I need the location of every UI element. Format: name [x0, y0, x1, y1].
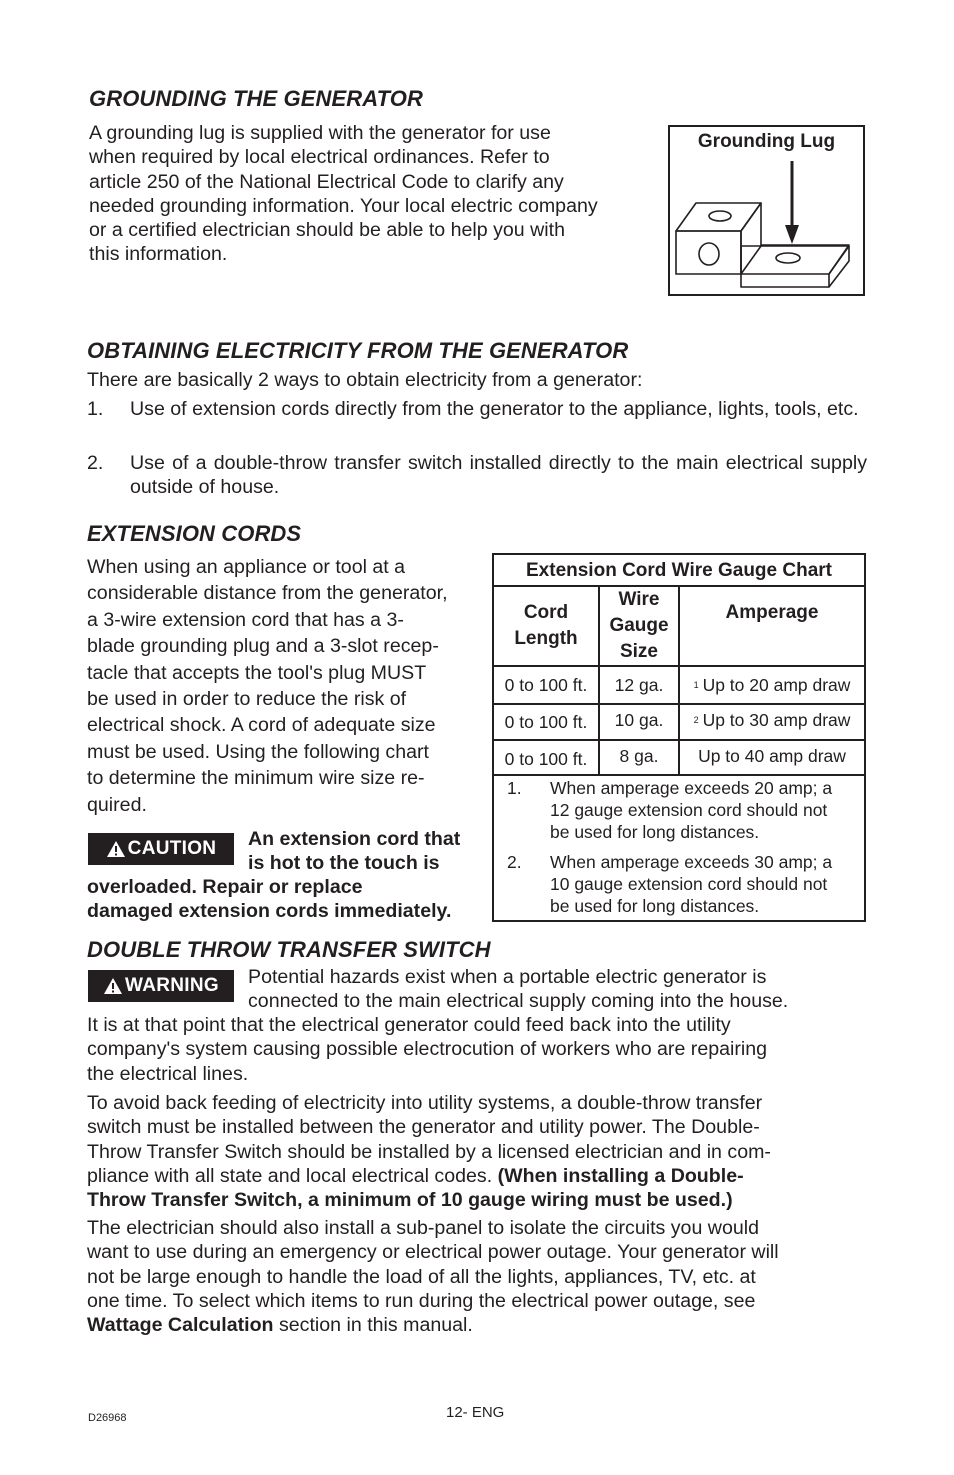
- text-line: article 250 of the National Electrical Code to clarify any: [89, 170, 564, 193]
- extension-paragraph: [87, 554, 487, 818]
- grounding-lug-icon: [670, 127, 863, 294]
- column-header-wire-gauge: [600, 587, 678, 665]
- text-span: pliance with all state and local electrical codes.: [87, 1164, 498, 1187]
- transfer-paragraph-2: [87, 1091, 877, 1212]
- grounding-paragraph: [89, 121, 659, 267]
- note-text: [550, 851, 866, 917]
- text-line: Potential hazards exist when a portable electric generator is: [248, 966, 767, 988]
- warning-triangle-icon: [103, 977, 123, 995]
- wire-gauge-chart: [492, 553, 866, 922]
- note-line: 12 gauge extension cord should not: [550, 800, 828, 820]
- bold-span: Wattage Calculation: [87, 1314, 274, 1337]
- text-line: not be large enough to handle the load of all the lights, appliances, TV, etc. at: [87, 1265, 756, 1288]
- text-line: a 3-wire extension cord that has a 3-: [87, 608, 404, 631]
- text-line: electrical shock. A cord of adequate size: [87, 714, 436, 737]
- text-line: switch must be installed between the generator and utility power. The Double-: [87, 1116, 760, 1139]
- text-line: considerable distance from the generator,: [87, 582, 448, 605]
- caution-label: CAUTION: [127, 838, 217, 859]
- text-line: or a certified electrician should be able to help you with: [89, 219, 565, 242]
- text-line: To avoid back feeding of electricity into utility systems, a double-throw transfer: [87, 1092, 763, 1114]
- text-line: Throw Transfer Switch should be installed by a licensed electrician and in com-: [87, 1140, 771, 1163]
- note-line: 10 gauge extension cord should not: [550, 874, 828, 894]
- column-header-amperage: Amperage: [725, 602, 819, 623]
- table-cell-gauge: 12 ga.: [614, 674, 664, 695]
- warning-triangle-icon: [106, 840, 126, 858]
- column-header-cord-length: [494, 587, 598, 665]
- text-line: to determine the minimum wire size re-: [87, 767, 425, 790]
- caution-text-line: is hot to the touch is: [248, 852, 440, 874]
- note-number: 2.: [507, 852, 522, 872]
- table-cell-amperage: 2 Up to 30 amp draw: [693, 709, 851, 730]
- text-line: Throw Transfer Switch, a minimum of 10 gauge wiring must be used.): [87, 1189, 733, 1212]
- table-cell-amperage: Up to 40 amp draw: [698, 745, 846, 766]
- text-line: when required by local electrical ordinances. Refer to: [89, 146, 550, 169]
- heading-extension-cords: EXTENSION CORDS: [87, 521, 302, 546]
- text-line: this information.: [89, 243, 228, 266]
- obtaining-intro: There are basically 2 ways to obtain electricity from a generator:: [87, 369, 643, 391]
- table-cell-gauge: 10 ga.: [614, 709, 664, 730]
- header-line: Cord: [523, 602, 569, 623]
- text-span: section in this manual.: [273, 1314, 473, 1337]
- text-line: [87, 1313, 877, 1337]
- bold-span: (When installing a Double-: [497, 1164, 744, 1187]
- text-line: one time. To select which items to run during the electrical power outage, see: [87, 1289, 756, 1312]
- heading-obtaining: OBTAINING ELECTRICITY FROM THE GENERATOR: [87, 338, 629, 363]
- grounding-lug-figure: [668, 125, 865, 296]
- text-line: be used in order to reduce the risk of: [87, 688, 407, 711]
- header-line: Length: [514, 628, 578, 649]
- list-item: Use of extension cords directly from the generator to the appliance, lights, tools, etc.: [130, 398, 859, 420]
- document-code: D26968: [88, 1412, 127, 1424]
- figure-label: Grounding Lug: [697, 131, 836, 152]
- text-line: connected to the main electrical supply coming into the house.: [248, 990, 789, 1012]
- text-line: blade grounding plug and a 3-slot recep-: [87, 635, 439, 658]
- heading-transfer-switch: DOUBLE THROW TRANSFER SWITCH: [87, 937, 491, 962]
- table-cell-gauge: 8 ga.: [619, 745, 659, 766]
- text-line: quired.: [87, 793, 147, 816]
- warning-label: WARNING: [125, 975, 219, 996]
- header-line: Wire: [618, 589, 660, 610]
- list-item: Use of a double-throw transfer switch installed directly to the main electrical supply outside of house.: [130, 452, 867, 499]
- table-cell-length: 0 to 100 ft.: [504, 711, 588, 732]
- chart-title: Extension Cord Wire Gauge Chart: [526, 559, 832, 581]
- note-text: [550, 777, 866, 843]
- header-line: Gauge: [609, 615, 669, 636]
- list-number: 2.: [87, 452, 104, 474]
- text-line: A grounding lug is supplied with the generator for use: [89, 122, 551, 144]
- text-line: It is at that point that the electrical generator could feed back into the utility: [87, 1014, 731, 1036]
- amperage-text: Up to 30 amp draw: [702, 709, 851, 730]
- heading-grounding: GROUNDING THE GENERATOR: [89, 86, 423, 111]
- text-line: [87, 1164, 877, 1188]
- caution-text-line: overloaded. Repair or replace: [87, 876, 363, 898]
- note-line: be used for long distances.: [550, 896, 760, 916]
- caution-text-line: damaged extension cords immediately.: [87, 900, 452, 922]
- text-line: The electrician should also install a sub-panel to isolate the circuits you would: [87, 1217, 759, 1239]
- table-cell-length: 0 to 100 ft.: [504, 748, 588, 769]
- text-line: want to use during an emergency or electrical power outage. Your generator will: [87, 1241, 779, 1264]
- note-line: When amperage exceeds 30 amp; a: [550, 852, 833, 872]
- list-number: 1.: [87, 398, 104, 420]
- warning-badge: [88, 970, 234, 1002]
- caution-text-line: An extension cord that: [248, 828, 461, 850]
- transfer-paragraph-3: [87, 1216, 877, 1337]
- note-line: be used for long distances.: [550, 822, 760, 842]
- text-line: the electrical lines.: [87, 1062, 249, 1085]
- caution-badge: [88, 833, 234, 865]
- amperage-text: Up to 20 amp draw: [702, 674, 851, 695]
- text-line: company's system causing possible electrocution of workers who are repairing: [87, 1038, 768, 1061]
- note-line: When amperage exceeds 20 amp; a: [550, 778, 833, 798]
- text-line: When using an appliance or tool at a: [87, 556, 406, 578]
- table-cell-length: 0 to 100 ft.: [504, 674, 588, 695]
- header-line: Size: [619, 641, 659, 662]
- note-number: 1.: [507, 778, 522, 798]
- text-line: tacle that accepts the tool's plug MUST: [87, 661, 427, 684]
- page-number: 12- ENG: [446, 1404, 505, 1421]
- text-line: needed grounding information. Your local electric company: [89, 194, 598, 217]
- text-line: must be used. Using the following chart: [87, 740, 429, 763]
- table-cell-amperage: 1 Up to 20 amp draw: [693, 674, 851, 695]
- warning-paragraph-continued: [87, 1013, 867, 1086]
